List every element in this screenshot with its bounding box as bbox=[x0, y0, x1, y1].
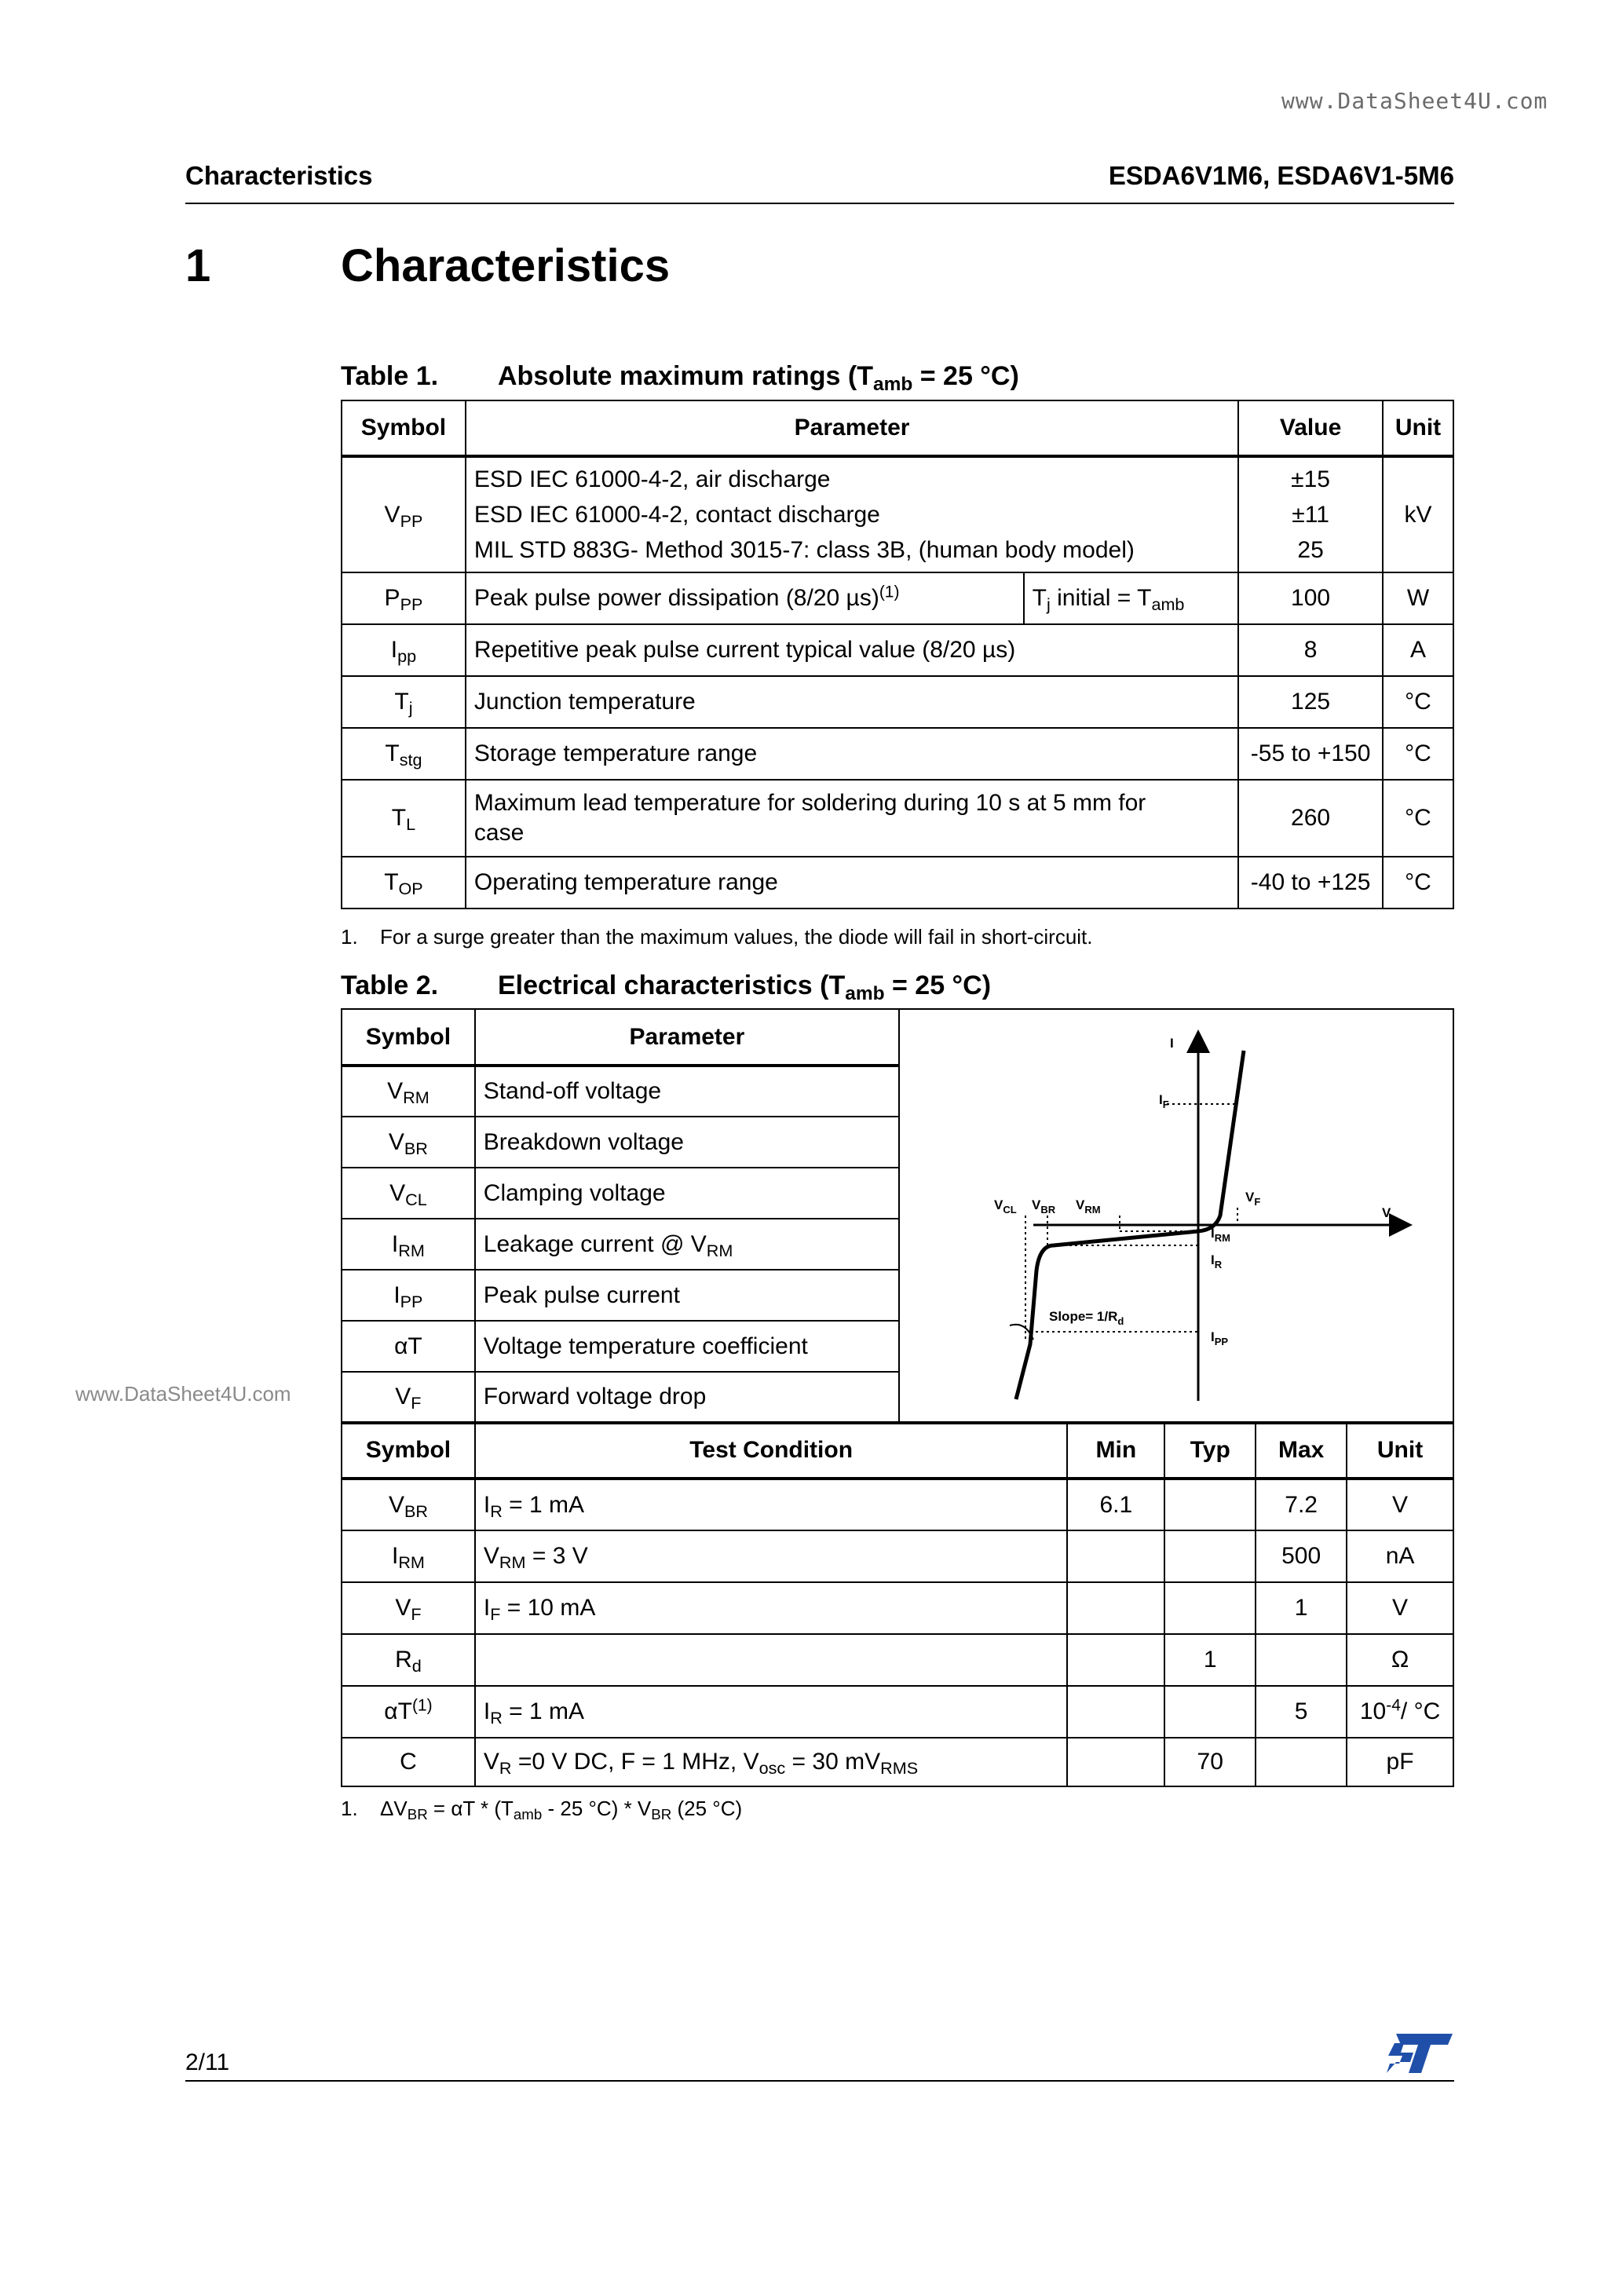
min-cell bbox=[1067, 1686, 1164, 1738]
symbol-cell: $I_{PP}$ bbox=[342, 1270, 475, 1321]
vf-label: $V_F$ bbox=[1245, 1190, 1261, 1208]
symbol-cell: $T_{stg}$ bbox=[342, 728, 466, 780]
max-cell bbox=[1256, 1738, 1347, 1786]
symbol-cell: $V_F$ bbox=[342, 1372, 475, 1422]
unit-cell: kV bbox=[1383, 456, 1453, 572]
t1-header-value: Value bbox=[1238, 400, 1383, 456]
parameter-cell: Storage temperature range bbox=[466, 728, 1238, 780]
vcl-label: $V_{CL}$ bbox=[994, 1197, 1017, 1216]
symbol-cell: $V_{PP}$ bbox=[342, 456, 466, 572]
vrm-label: $V_{RM}$ bbox=[1076, 1197, 1101, 1216]
watermark-top: www.DataSheet4U.com bbox=[1281, 88, 1548, 114]
table-row bbox=[342, 1634, 1453, 1686]
value-cell: -40 to +125 bbox=[1238, 857, 1383, 909]
page-number: 2/11 bbox=[185, 2049, 230, 2075]
symbol-cell: $T_L$ bbox=[342, 780, 466, 857]
unit-cell: Ω bbox=[1347, 1634, 1453, 1686]
symbol-cell: $I_{RM}$ bbox=[342, 1219, 475, 1270]
condition-cell bbox=[475, 1634, 1068, 1686]
max-cell: 500 bbox=[1256, 1530, 1347, 1582]
table-row bbox=[342, 1530, 1453, 1582]
symbol-cell: αT bbox=[342, 1321, 475, 1372]
typ-cell bbox=[1164, 1686, 1256, 1738]
i-axis-label: I bbox=[1170, 1036, 1174, 1051]
table-row bbox=[342, 456, 1453, 572]
unit-cell: V bbox=[1347, 1582, 1453, 1634]
if-label: $I_F$ bbox=[1159, 1092, 1169, 1110]
unit-cell: °C bbox=[1383, 780, 1453, 857]
unit-cell: °C bbox=[1383, 728, 1453, 780]
parameter-cell: Junction temperature bbox=[466, 676, 1238, 728]
table-row bbox=[342, 857, 1453, 909]
unit-cell: $10^{-4}/$ °C bbox=[1347, 1686, 1453, 1738]
typ-cell: 1 bbox=[1164, 1634, 1256, 1686]
min-cell bbox=[1067, 1634, 1164, 1686]
slope-label: Slope= $1/R_d$ bbox=[1049, 1309, 1124, 1327]
symbol-cell: $P_{PP}$ bbox=[342, 572, 466, 624]
table2-footnote: $\Delta V_{BR} = \alpha T * (T_{amb} - 25$ $^\circ C) * V_{BR}$ (25 °C) bbox=[380, 1797, 743, 1823]
parameter-cell: Leakage current @ $V_{RM}$ bbox=[475, 1219, 899, 1270]
footer-rule bbox=[185, 2080, 1454, 2082]
section-number: 1 bbox=[185, 240, 211, 291]
parameter-cell: Peak pulse power dissipation (8/20 µs)$^{(1)}$ bbox=[466, 572, 1024, 624]
max-cell: 5 bbox=[1256, 1686, 1347, 1738]
parameter-cell: Peak pulse current bbox=[475, 1270, 899, 1321]
header-rule bbox=[185, 203, 1454, 204]
symbol-cell: $I_{RM}$ bbox=[342, 1530, 475, 1582]
symbol-cell: $V_{RM}$ bbox=[342, 1066, 475, 1117]
irm-label: $I_{RM}$ bbox=[1211, 1226, 1230, 1244]
unit-cell: °C bbox=[1383, 676, 1453, 728]
t2-header-symbol: Symbol bbox=[342, 1422, 475, 1479]
parameter-cell: Operating temperature range bbox=[466, 857, 1238, 909]
vbr-label: $V_{BR}$ bbox=[1032, 1197, 1056, 1216]
t2-header-max: Max bbox=[1256, 1422, 1347, 1479]
table-row bbox=[342, 1270, 899, 1321]
parameter-cell: Clamping voltage bbox=[475, 1168, 899, 1219]
condition-cell: $I_R = 1$ mA bbox=[475, 1479, 1068, 1530]
table1-footnote-number: 1. bbox=[341, 925, 358, 949]
t2-header-unit: Unit bbox=[1347, 1422, 1453, 1479]
table-row bbox=[342, 1117, 899, 1168]
unit-cell: A bbox=[1383, 624, 1453, 676]
min-cell: 6.1 bbox=[1067, 1479, 1164, 1530]
condition-cell: $V_R =0$ V DC, F = 1 MHz, $V_{osc} = 30$ $mV_{RMS}$ bbox=[475, 1738, 1068, 1786]
table-row bbox=[342, 676, 1453, 728]
parameter-cell: Maximum lead temperature for soldering during 10 s at 5 mm for case bbox=[466, 780, 1238, 857]
max-cell: 1 bbox=[1256, 1582, 1347, 1634]
condition-cell: $I_F = 10$ mA bbox=[475, 1582, 1068, 1634]
unit-cell: W bbox=[1383, 572, 1453, 624]
table-row bbox=[342, 1738, 1453, 1786]
table-row bbox=[342, 1479, 1453, 1530]
svg-text:ST: ST bbox=[1387, 2032, 1388, 2033]
table-row bbox=[342, 1372, 899, 1422]
symbol-cell: $\alpha T^{(1)}$ bbox=[342, 1686, 475, 1738]
unit-cell: V bbox=[1347, 1479, 1453, 1530]
ipp-label: $I_{PP}$ bbox=[1211, 1329, 1229, 1347]
symbol-cell: $T_{OP}$ bbox=[342, 857, 466, 909]
table1-footnote: For a surge greater than the maximum values, the diode will fail in short-circuit. bbox=[380, 925, 1093, 949]
t2-def-header-parameter: Parameter bbox=[475, 1009, 899, 1066]
unit-cell: nA bbox=[1347, 1530, 1453, 1582]
symbol-cell: $V_F$ bbox=[342, 1582, 475, 1634]
table-row bbox=[342, 624, 1453, 676]
parameter-cell: Breakdown voltage bbox=[475, 1117, 899, 1168]
table-row bbox=[342, 1066, 899, 1117]
value-cell: 125 bbox=[1238, 676, 1383, 728]
typ-cell bbox=[1164, 1582, 1256, 1634]
symbol-cell: $R_d$ bbox=[342, 1634, 475, 1686]
parameter-cell: ESD IEC 61000-4-2, air discharge ESD IEC 61000-4-2, contact discharge MIL STD 883G- Method 3015-7: class 3B, (human body model) bbox=[466, 456, 1238, 572]
symbol-cell: $V_{BR}$ bbox=[342, 1479, 475, 1530]
table-row bbox=[342, 1219, 899, 1270]
table-row bbox=[342, 1582, 1453, 1634]
parameter-cell: Repetitive peak pulse current typical value (8/20 µs) bbox=[466, 624, 1238, 676]
iv-characteristic-diagram bbox=[900, 1010, 1451, 1420]
t1-header-symbol: Symbol bbox=[342, 400, 466, 456]
t2-header-typ: Typ bbox=[1164, 1422, 1256, 1479]
electrical-test-conditions-table bbox=[341, 1421, 1454, 1787]
min-cell bbox=[1067, 1582, 1164, 1634]
table-row bbox=[342, 1686, 1453, 1738]
typ-cell bbox=[1164, 1479, 1256, 1530]
condition-cell: $I_R = 1$ mA bbox=[475, 1686, 1068, 1738]
typ-cell bbox=[1164, 1530, 1256, 1582]
t2-header-test-condition: Test Condition bbox=[475, 1422, 1068, 1479]
t1-header-parameter: Parameter bbox=[466, 400, 1238, 456]
value-cell: 8 bbox=[1238, 624, 1383, 676]
ir-label: $I_R$ bbox=[1211, 1252, 1223, 1270]
t1-header-unit: Unit bbox=[1383, 400, 1453, 456]
unit-cell: pF bbox=[1347, 1738, 1453, 1786]
table2-footnote-number: 1. bbox=[341, 1797, 358, 1820]
table-row bbox=[342, 1168, 899, 1219]
absolute-max-ratings-table bbox=[341, 400, 1454, 909]
condition-cell: $V_{RM} = 3$ V bbox=[475, 1530, 1068, 1582]
symbol-cell: $I_{pp}$ bbox=[342, 624, 466, 676]
max-cell: 7.2 bbox=[1256, 1479, 1347, 1530]
section-title: Characteristics bbox=[341, 240, 671, 291]
st-logo-icon bbox=[1387, 2032, 1454, 2075]
table-row bbox=[342, 780, 1453, 857]
running-header-section: Characteristics bbox=[185, 161, 373, 190]
symbol-cell: $T_j$ bbox=[342, 676, 466, 728]
max-cell bbox=[1256, 1634, 1347, 1686]
parameter-cell: Forward voltage drop bbox=[475, 1372, 899, 1422]
table-row bbox=[342, 572, 1453, 624]
symbol-cell: $V_{BR}$ bbox=[342, 1117, 475, 1168]
typ-cell: 70 bbox=[1164, 1738, 1256, 1786]
table1-caption: Absolute maximum ratings ($T_{amb} = 25$ °C) bbox=[498, 361, 1019, 395]
t2-def-header-symbol: Symbol bbox=[342, 1009, 475, 1066]
table2-caption: Electrical characteristics ($T_{amb} = 25$ °C) bbox=[498, 971, 992, 1004]
table2-caption-label: Table 2. bbox=[341, 971, 439, 1000]
unit-cell: °C bbox=[1383, 857, 1453, 909]
value-cell: -55 to +150 bbox=[1238, 728, 1383, 780]
parameter-cell: Stand-off voltage bbox=[475, 1066, 899, 1117]
v-axis-label: V bbox=[1382, 1205, 1391, 1220]
t2-header-min: Min bbox=[1067, 1422, 1164, 1479]
table-row bbox=[342, 728, 1453, 780]
value-cell: 100 bbox=[1238, 572, 1383, 624]
symbol-definitions-table bbox=[341, 1008, 900, 1423]
min-cell bbox=[1067, 1738, 1164, 1786]
condition-cell: $T_j$ initial = $T_{amb}$ bbox=[1024, 572, 1239, 624]
watermark-left: www.DataSheet4U.com bbox=[75, 1382, 291, 1406]
symbol-cell: $V_{CL}$ bbox=[342, 1168, 475, 1219]
min-cell bbox=[1067, 1530, 1164, 1582]
running-header-part-number: ESDA6V1M6, ESDA6V1-5M6 bbox=[1108, 161, 1454, 190]
value-cell: 260 bbox=[1238, 780, 1383, 857]
symbol-cell: C bbox=[342, 1738, 475, 1786]
value-cell: ±15 ±11 25 bbox=[1238, 456, 1383, 572]
parameter-cell: Voltage temperature coefficient bbox=[475, 1321, 899, 1372]
table-row bbox=[342, 1321, 899, 1372]
table1-caption-label: Table 1. bbox=[341, 361, 439, 391]
